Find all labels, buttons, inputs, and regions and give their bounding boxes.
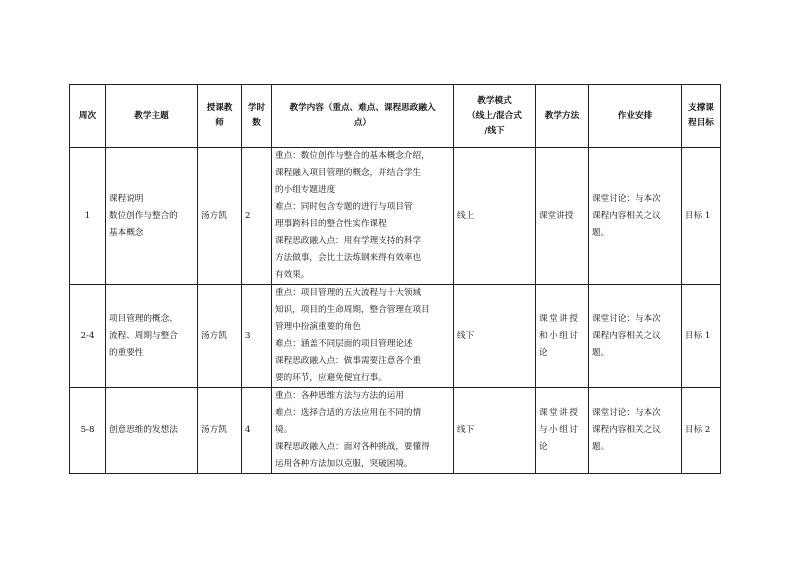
syllabus-table — [69, 84, 721, 474]
header-teacher: 授课教 师 — [198, 85, 242, 148]
cell-goal: 目标 1 — [682, 285, 721, 388]
cell-goal: 目标 2 — [682, 388, 721, 474]
cell-teacher: 汤方凯 — [198, 388, 242, 474]
header-hours: 学时 数 — [242, 85, 272, 148]
header-goal: 支撑课 程目标 — [682, 85, 721, 148]
header-week: 周次 — [70, 85, 106, 148]
cell-teacher: 汤方凯 — [198, 148, 242, 285]
table-row — [70, 148, 721, 285]
cell-goal: 目标 1 — [682, 148, 721, 285]
header-homework: 作业安排 — [589, 85, 682, 148]
cell-method: 课堂讲授 — [536, 148, 589, 285]
cell-hours: 2 — [242, 148, 272, 285]
table-row — [70, 388, 721, 474]
cell-mode: 线上 — [454, 148, 536, 285]
cell-method: 课堂讲授 与小组讨 论 — [536, 388, 589, 474]
header-method: 教学方法 — [536, 85, 589, 148]
cell-week: 2-4 — [70, 285, 106, 388]
cell-mode: 线下 — [454, 285, 536, 388]
cell-content: 重点：各种思维方法与方法的运用 难点：选择合适的方法应用在不同的情 境。 课程思政融入点：面对各种挑战，要懂得 运用各种方法加以克服，突破困境。 — [272, 388, 454, 474]
table-row — [70, 285, 721, 388]
cell-topic: 创意思维的发想法 — [106, 388, 198, 474]
cell-content: 重点：数位创作与整合的基本概念介绍， 课程融入项目管理的概念，并结合学生 的小组专题进度 难点：同时包含专题的进行与项目管 理事跨科目的整合性实作课程 课程思政融入点：用有学理支持的科学 方法做事，会比土法炼钢来得有效率也 有效果。 — [272, 148, 454, 285]
cell-mode: 线下 — [454, 388, 536, 474]
table-header-row — [70, 85, 721, 148]
cell-method: 课堂讲授 和小组讨 论 — [536, 285, 589, 388]
cell-content: 重点：项目管理的五大流程与十大领域 知识，项目的生命周期，整合管理在项目 管理中扮演重要的角色 难点：涵盖不同层面的项目管理论述 课程思政融入点：做事需要注意各个重 要的环节，应避免便宜行事。 — [272, 285, 454, 388]
cell-week: 5-8 — [70, 388, 106, 474]
cell-topic: 课程说明 数位创作与整合的 基本概念 — [106, 148, 198, 285]
header-topic: 教学主题 — [106, 85, 198, 148]
cell-homework: 课堂讨论：与本次 课程内容相关之议 题。 — [589, 148, 682, 285]
header-content: 教学内容（重点、难点、课程思政融入 点） — [272, 85, 454, 148]
cell-week: 1 — [70, 148, 106, 285]
cell-hours: 3 — [242, 285, 272, 388]
header-mode: 教学模式 （线上/混合式 /线下 — [454, 85, 536, 148]
cell-topic: 项目管理的概念、 流程、周期与整合 的重要性 — [106, 285, 198, 388]
cell-hours: 4 — [242, 388, 272, 474]
cell-teacher: 汤方凯 — [198, 285, 242, 388]
cell-homework: 课堂讨论：与本次 课程内容相关之议 题。 — [589, 285, 682, 388]
cell-homework: 课堂讨论：与本次 课程内容相关之议 题。 — [589, 388, 682, 474]
